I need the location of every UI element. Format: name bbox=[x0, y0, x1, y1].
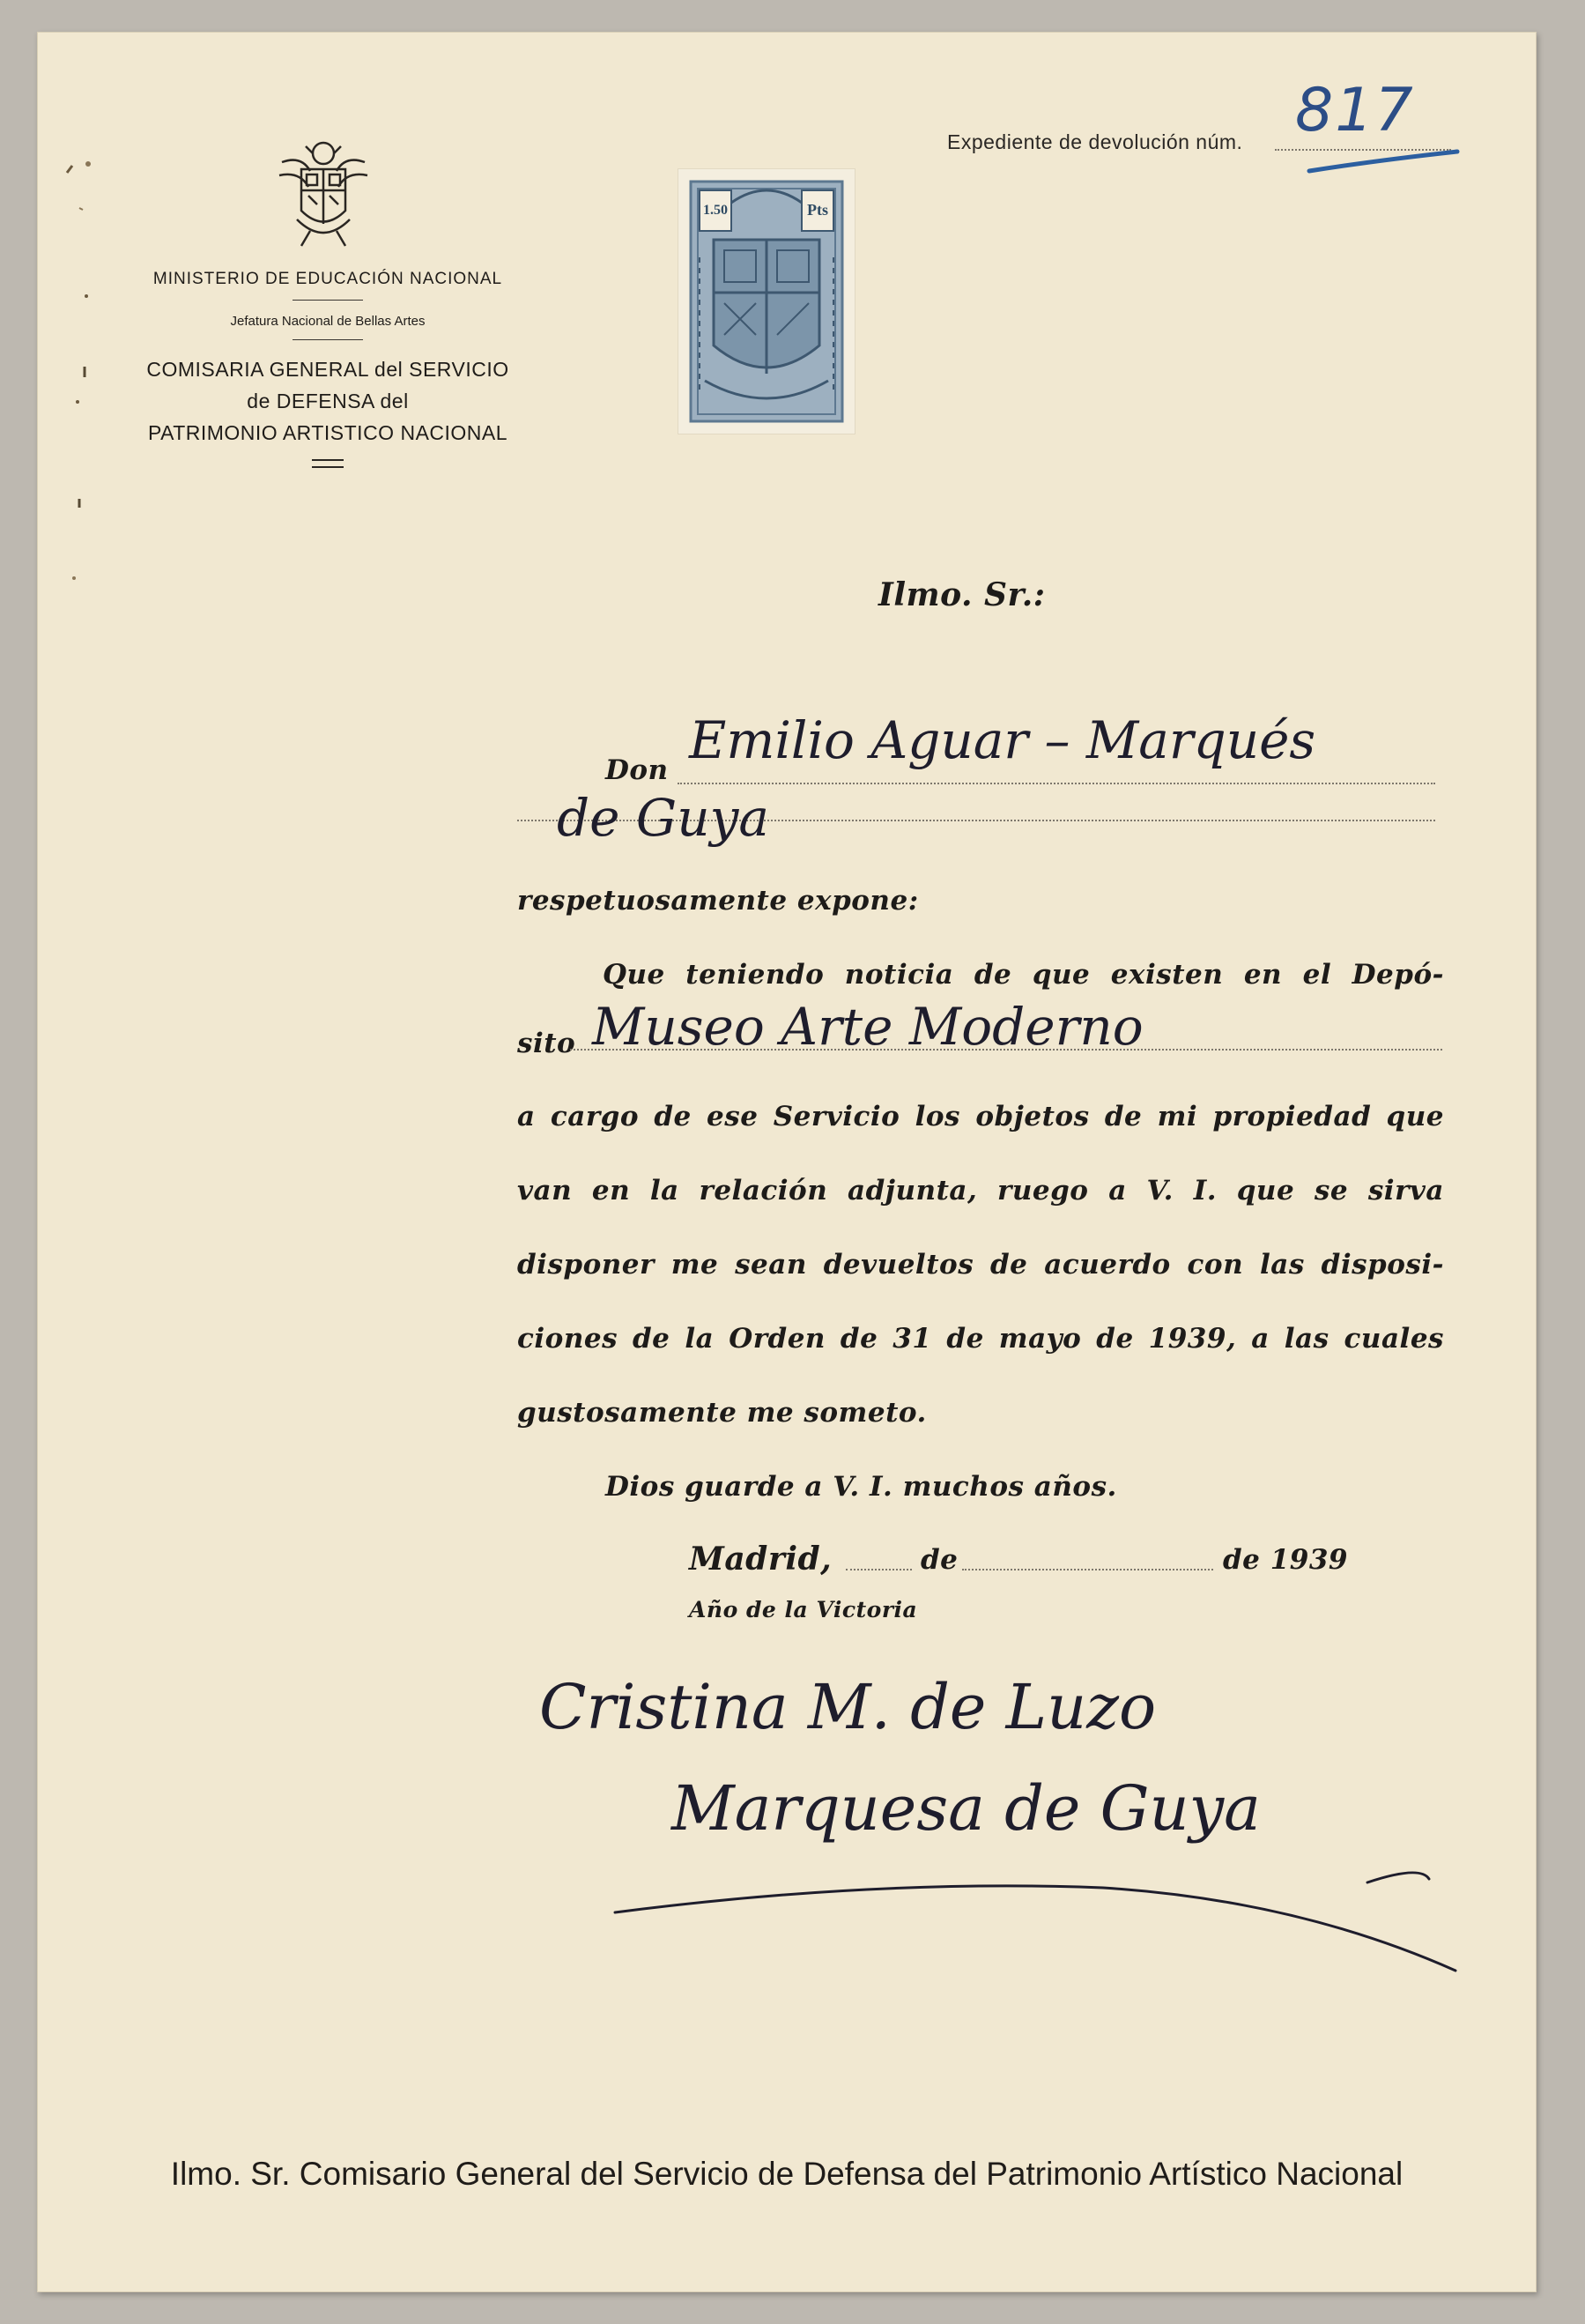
date-month-dotted-line bbox=[962, 1567, 1213, 1570]
name-dotted-line-1 bbox=[678, 781, 1435, 784]
fiscal-stamp bbox=[678, 169, 855, 434]
body-line-3: a cargo de ese Servicio los objetos de mi propiedad que bbox=[517, 1101, 1444, 1132]
file-number-underline bbox=[1306, 145, 1464, 180]
body-line-1: Que teniendo noticia de que existen en el Depó- bbox=[603, 959, 1444, 991]
date-year: de 1939 bbox=[1223, 1544, 1348, 1576]
ministry-name: MINISTERIO DE EDUCACIÓN NACIONAL bbox=[152, 270, 503, 288]
department-name: Jefatura Nacional de Bellas Artes bbox=[230, 314, 426, 329]
signature-line-2: Marquesa de Guya bbox=[671, 1772, 1261, 1845]
signature-flourish bbox=[610, 1838, 1491, 1979]
commission-line-2: de DEFENSA del bbox=[247, 390, 409, 412]
margin-marks bbox=[53, 111, 106, 605]
deposito-handwritten: Museo Arte Moderno bbox=[592, 997, 1144, 1057]
date-de-1: de bbox=[921, 1544, 959, 1576]
stamp-currency: Pts bbox=[807, 201, 828, 219]
applicant-name-line-2: de Guya bbox=[557, 788, 769, 848]
document-sheet bbox=[37, 32, 1537, 2292]
date-place: Madrid, bbox=[689, 1541, 833, 1578]
salutation: Ilmo. Sr.: bbox=[878, 576, 1046, 613]
body-line-5: disponer me sean devueltos de acuerdo con las disposi- bbox=[517, 1249, 1444, 1281]
body-line-7: gustosamente me someto. bbox=[517, 1397, 927, 1429]
signature-line-1: Cristina M. de Luzo bbox=[539, 1671, 1157, 1743]
deposito-label: sito bbox=[517, 1028, 576, 1059]
applicant-name-line-1: Emilio Aguar – Marqués bbox=[689, 710, 1316, 770]
commission-line-1: COMISARIA GENERAL del SERVICIO bbox=[146, 358, 509, 381]
recipient-footer: Ilmo. Sr. Comisario General del Servicio de Defensa del Patrimonio Artístico Nacional bbox=[170, 2156, 1404, 2192]
body-line-4: van en la relación adjunta, ruego a V. I. que se sirva bbox=[517, 1175, 1444, 1207]
department-divider bbox=[293, 339, 363, 340]
coat-of-arms-emblem bbox=[275, 136, 372, 250]
intro-text: respetuosamente expone: bbox=[517, 885, 919, 917]
year-of-victory-note: Año de la Victoria bbox=[689, 1597, 918, 1622]
don-label: Don bbox=[605, 754, 669, 786]
double-rule-ornament bbox=[312, 459, 344, 468]
body-line-6: ciones de la Orden de 31 de mayo de 1939, a las cuales bbox=[517, 1323, 1444, 1355]
file-number-handwritten: 817 bbox=[1295, 76, 1415, 145]
file-number-label: Expediente de devolución núm. bbox=[947, 130, 1243, 153]
ministry-divider bbox=[293, 300, 363, 301]
commission-line-3: PATRIMONIO ARTISTICO NACIONAL bbox=[147, 421, 508, 444]
date-day-dotted-line bbox=[846, 1567, 912, 1570]
closing-formula: Dios guarde a V. I. muchos años. bbox=[605, 1471, 1117, 1503]
stamp-value: 1.50 bbox=[703, 203, 728, 218]
